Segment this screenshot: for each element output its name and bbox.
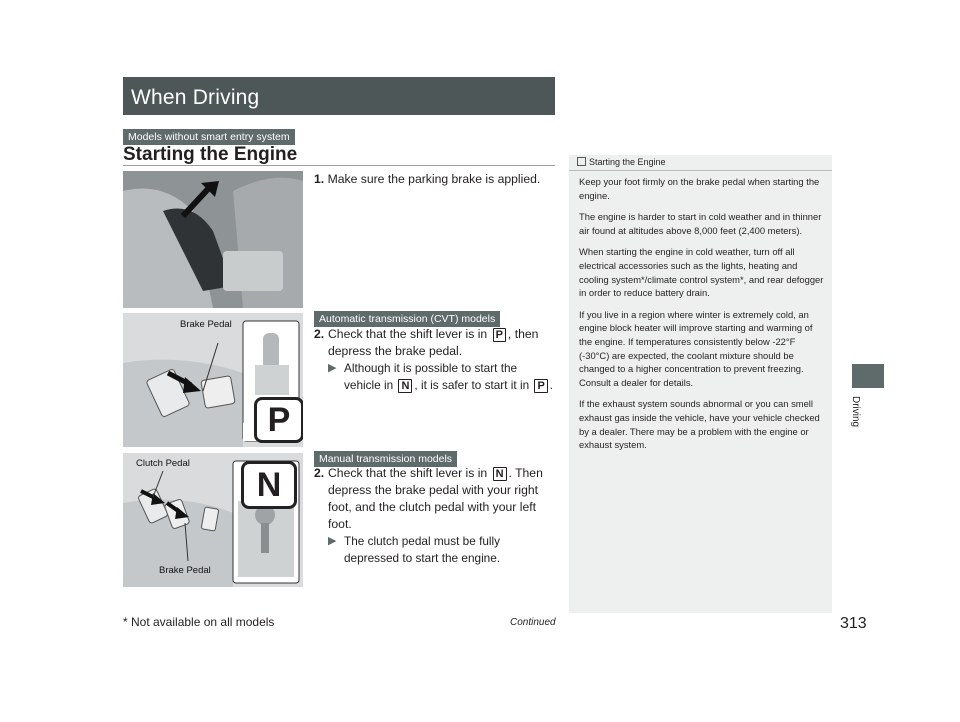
continued-label: Continued (510, 617, 556, 628)
sidebar-heading-text: Starting the Engine (589, 157, 666, 167)
manual-pedal-image (123, 453, 303, 587)
sidebar-divider (569, 170, 832, 171)
sidebar-heading (577, 157, 666, 167)
step-2-cvt-note-b: , it is safer to start it in (414, 378, 530, 392)
sidebar-paragraph-1: Keep your foot firmly on the brake pedal when starting the engine. (579, 176, 820, 201)
parking-brake-illustration (123, 171, 303, 308)
step-2-manual-number: 2. (314, 466, 325, 480)
parking-brake-image (123, 171, 303, 308)
note-icon (577, 157, 586, 166)
chapter-tab (852, 364, 884, 388)
step-1 (314, 171, 554, 188)
step-2-cvt-note-a: Although it is possible to start the vehicle in (344, 361, 518, 392)
step-2-cvt-text-b: , then depress the brake pedal. (328, 327, 539, 358)
sidebar-paragraph-4: If you live in a region where winter is extremely cold, an engine block heater will improve starting and warming of the engine. If temperatures consistently below -22°F (-30°C) are expected, the coolant mixture should be changed to a higher concentration to prevent freezing. Consult a dealer for details. (579, 308, 813, 388)
cvt-p-badge (254, 397, 303, 443)
note-arrow-icon: ▶ (328, 535, 337, 547)
step-2-cvt-note (328, 360, 554, 394)
section-title: Starting the Engine (123, 144, 298, 165)
note-arrow-icon: ▶ (328, 362, 337, 374)
manual-clutch-pedal-label: Clutch Pedal (136, 458, 190, 469)
step-2-manual (314, 465, 554, 567)
n-key-icon: N (398, 379, 412, 393)
sidebar-text (579, 175, 826, 460)
step-1-number: 1. (314, 172, 325, 186)
step-2-manual-text-b: . Then depress the brake pedal with your right foot, and the clutch pedal with your left foot. (328, 466, 543, 531)
tag-models-without-smart-entry: Models without smart entry system (123, 129, 295, 145)
step-2-cvt-note-c: . (549, 378, 554, 392)
step-2-cvt-number: 2. (314, 327, 325, 341)
sidebar-paragraph-3: When starting the engine in cold weather, turn off all electrical accessories such as the lights, heating and cooling system*/climate control system*, and rear defogger in order to reduce battery drain. (579, 246, 824, 299)
cvt-p-letter: P (267, 401, 291, 439)
chapter-title: When Driving (131, 86, 260, 109)
page-number: 313 (840, 615, 867, 632)
manual-n-letter: N (256, 466, 282, 504)
tag-manual-models: Manual transmission models (314, 451, 457, 467)
sidebar-paragraph-5: If the exhaust system sounds abnormal or you can smell exhaust gas inside the vehicle, have your vehicle checked by a dealer. There may be a problem with the engine or exhaust system. (579, 398, 820, 451)
step-2-manual-note (328, 533, 554, 567)
tag-cvt-models: Automatic transmission (CVT) models (314, 311, 500, 327)
step-2-manual-text-a: Check that the shift lever is in (328, 466, 488, 480)
chapter-header (123, 77, 555, 115)
title-divider (123, 165, 555, 166)
step-2-cvt (314, 326, 554, 394)
sidebar-paragraph-2: The engine is harder to start in cold weather and in thinner air found at altitudes above 8,000 feet (2,400 meters). (579, 211, 822, 236)
chapter-tab-label-text: Driving (850, 396, 861, 428)
manual-brake-pedal-label: Brake Pedal (159, 565, 211, 576)
cvt-pedal-image (123, 313, 303, 447)
step-1-text: Make sure the parking brake is applied. (327, 172, 541, 186)
cvt-brake-pedal-label: Brake Pedal (180, 319, 232, 330)
footnote: * Not available on all models (123, 615, 275, 629)
step-2-manual-note-text: The clutch pedal must be fully depressed to start the engine. (344, 534, 501, 565)
manual-n-badge (241, 461, 297, 509)
chapter-tab-label (836, 396, 900, 436)
p-key-icon: P (493, 328, 506, 342)
n-key-icon: N (493, 467, 507, 481)
step-2-cvt-text-a: Check that the shift lever is in (328, 327, 488, 341)
p-key-icon: P (534, 379, 547, 393)
